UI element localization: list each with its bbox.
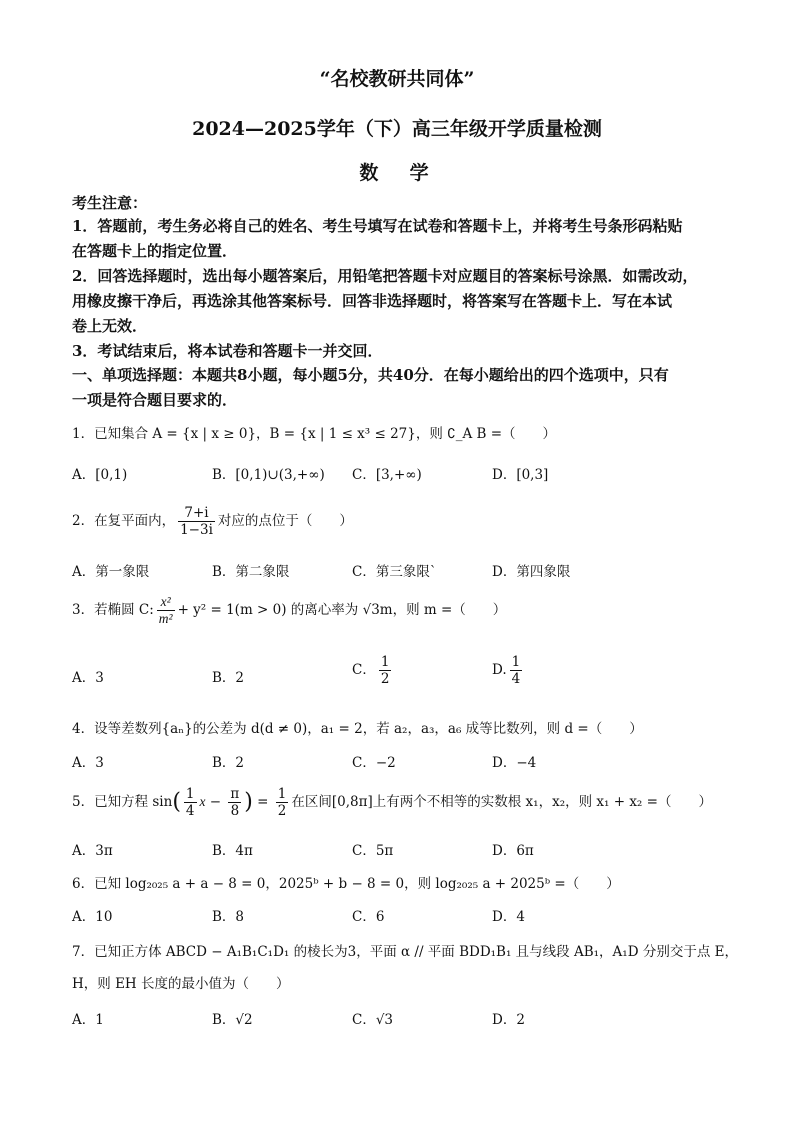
q2-option-a: A．第一象限 bbox=[72, 564, 150, 580]
exam-union-title: “名校教研共同体” bbox=[319, 68, 475, 90]
q5-option-d: D．6π bbox=[492, 843, 534, 859]
q1-option-c: C．[3,+∞) bbox=[352, 467, 422, 483]
q7-option-a: A．1 bbox=[72, 1012, 104, 1028]
q4-option-a: A．3 bbox=[72, 755, 104, 771]
q1-option-a: A．[0,1) bbox=[72, 467, 128, 483]
notice-line: 在答题卡上的指定位置． bbox=[72, 242, 238, 260]
question-7-stem: 7．已知正方体 ABCD − A₁B₁C₁D₁ 的棱长为3，平面 α // 平面 BDD₁B₁ 且与线段 AB₁，A₁D 分别交于点 E， bbox=[72, 944, 738, 960]
notice-title: 考生注意： bbox=[72, 194, 148, 212]
q6-option-c: C．6 bbox=[352, 909, 385, 925]
q4-option-c: C．−2 bbox=[352, 755, 396, 771]
q5-stem-pre: 5．已知方程 sin bbox=[72, 794, 173, 810]
q3-option-b: B．2 bbox=[212, 670, 245, 686]
q5-stem-post: 在区间[0,8π]上有两个不相等的实数根 x₁，x₂，则 x₁ + x₂ =（ ） bbox=[291, 794, 712, 810]
q3-option-d: D. $\frac{1}{4}$ bbox=[492, 654, 521, 687]
q3-fraction: $\frac{\text{x²}}{\text{m²}}$ bbox=[158, 594, 173, 626]
q6-option-d: D．4 bbox=[492, 909, 525, 925]
section-heading: 一项是符合题目要求的． bbox=[72, 391, 238, 409]
question-7-stem-cont: H，则 EH 长度的最小值为（ ） bbox=[72, 976, 290, 992]
section-heading: 一、单项选择题：本题共8小题，每小题5分，共40分．在每小题给出的四个选项中，只有 bbox=[72, 366, 669, 384]
q1-option-b: B．[0,1)∪(3,+∞) bbox=[212, 467, 325, 483]
notice-line: 用橡皮擦干净后，再选涂其他答案标号．回答非选择题时，将答案写在答题卡上．写在本试 bbox=[72, 292, 673, 310]
question-5-stem: 5．已知方程 sin( $\frac{1}{4}$ x − $\frac{\pi}{8}$ ) = $\frac{1}{2}$ 在区间[0,8π]上有两个不相等的实数根 x₁，x₂，则 x₁ + x₂ =（ ） bbox=[72, 786, 712, 819]
q4-option-b: B．2 bbox=[212, 755, 245, 771]
q2-fraction: $\frac{7+i}{1-3i}$ bbox=[180, 505, 213, 538]
question-4-stem: 4．设等差数列{aₙ}的公差为 d(d ≠ 0)，a₁ = 2，若 a₂，a₃，a₆ 成等比数列，则 d =（ ） bbox=[72, 721, 643, 737]
q6-option-b: B．8 bbox=[212, 909, 245, 925]
q6-option-a: A．10 bbox=[72, 909, 113, 925]
notice-line: 1．答题前，考生务必将自己的姓名、考生号填写在试卷和答题卡上，并将考生号条形码粘贴 bbox=[72, 217, 683, 235]
q2-option-d: D．第四象限 bbox=[492, 564, 571, 580]
q2-stem-pre: 2．在复平面内， bbox=[72, 513, 176, 529]
q3-option-a: A．3 bbox=[72, 670, 104, 686]
q1-option-d: D．[0,3] bbox=[492, 467, 549, 483]
q7-option-b: B．√2 bbox=[212, 1012, 253, 1028]
question-3-stem bbox=[72, 594, 506, 627]
q2-stem-post: 对应的点位于（ ） bbox=[217, 513, 353, 529]
q2-option-c: C．第三象限` bbox=[352, 564, 437, 580]
exam-title: 2024—2025学年（下）高三年级开学质量检测 bbox=[192, 118, 602, 140]
notice-line: 卷上无效． bbox=[72, 317, 148, 335]
q4-option-d: D．−4 bbox=[492, 755, 537, 771]
q5-option-a: A．3π bbox=[72, 843, 113, 859]
question-2-stem bbox=[72, 505, 353, 538]
q3-option-c: C． $\frac{1}{2}$ bbox=[352, 654, 390, 687]
notice-line: 3．考试结束后，将本试卷和答题卡一并交回． bbox=[72, 342, 383, 360]
question-1-stem: 1．已知集合 A = {x | x ≥ 0}，B = {x | 1 ≤ x³ ≤ 27}，则 ∁_A B =（ ） bbox=[72, 426, 557, 442]
q7-option-d: D．2 bbox=[492, 1012, 525, 1028]
question-6-stem: 6．已知 log₂₀₂₅ a + a − 8 = 0，2025ᵇ + b − 8 = 0，则 log₂₀₂₅ a + 2025ᵇ =（ ） bbox=[72, 876, 620, 892]
notice-line: 2．回答选择题时，选出每小题答案后，用铅笔把答题卡对应题目的答案标号涂黑．如需改动， bbox=[72, 267, 698, 285]
q5-option-b: B．4π bbox=[212, 843, 253, 859]
q3-stem-pre: 3．若椭圆 C: bbox=[72, 602, 154, 618]
subject-title: 数 学 bbox=[359, 162, 435, 184]
q3-stem-mid: + y² = 1(m > 0) 的离心率为 √3m，则 m =（ ） bbox=[177, 602, 507, 618]
q7-option-c: C．√3 bbox=[352, 1012, 394, 1028]
q5-option-c: C．5π bbox=[352, 843, 394, 859]
q2-option-b: B．第二象限 bbox=[212, 564, 290, 580]
